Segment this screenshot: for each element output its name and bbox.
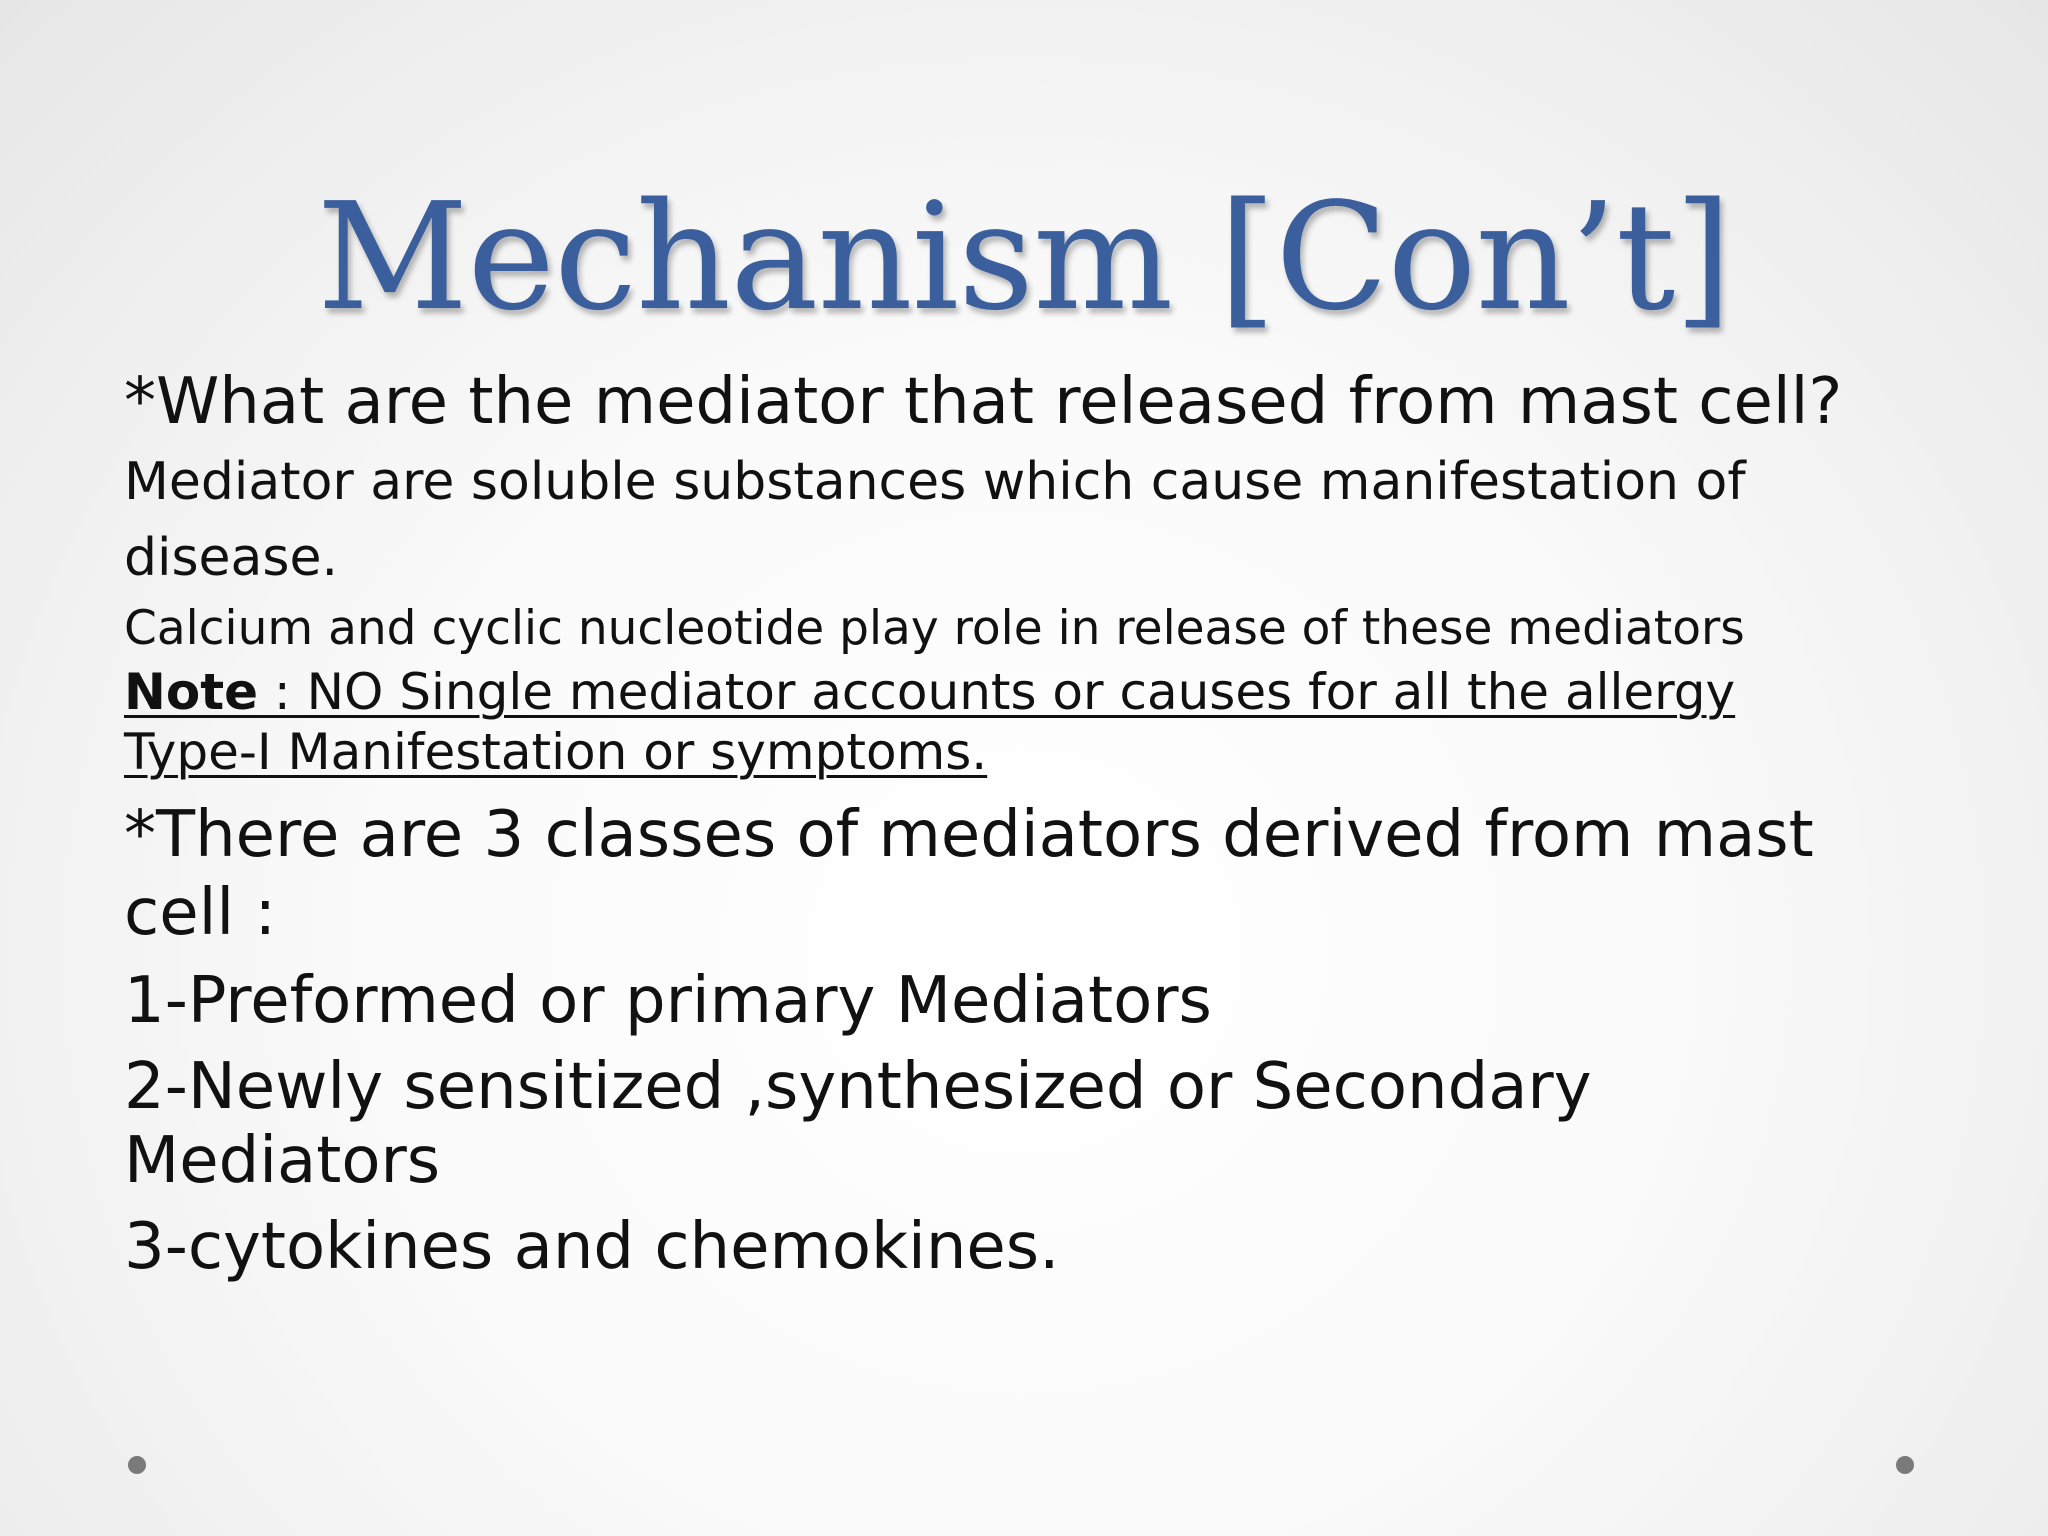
note-label: Note <box>124 663 259 721</box>
question-line: *What are the mediator that released from mast cell? <box>124 365 1843 439</box>
decorative-dot-left <box>128 1456 146 1474</box>
slide-title: Mechanism [Con’t] <box>316 171 1732 343</box>
list-item-2-line-2: Mediators <box>124 1124 441 1198</box>
calcium-line: Calcium and cyclic nucleotide play role in release of these mediators <box>124 601 1745 656</box>
classes-line-1: *There are 3 classes of mediators derived from mast <box>124 798 1814 872</box>
slide-body <box>124 360 1904 1284</box>
note-line-1 <box>124 662 1904 722</box>
note-line-2: Type-I Manifestation or symptoms. <box>124 723 988 781</box>
definition-line-2: disease. <box>124 528 339 588</box>
decorative-dot-right <box>1896 1456 1914 1474</box>
list-item-2-line-1: 2-Newly sensitized ,synthesized or Secondary <box>124 1050 1592 1124</box>
definition-line-1: Mediator are soluble substances which cause manifestation of <box>124 452 1746 512</box>
list-item-1: 1-Preformed or primary Mediators <box>124 964 1212 1038</box>
list-item-3: 3-cytokines and chemokines. <box>124 1210 1060 1284</box>
note-text: : NO Single mediator accounts or causes for all the allergy <box>258 663 1736 721</box>
classes-line-2: cell : <box>124 876 277 950</box>
